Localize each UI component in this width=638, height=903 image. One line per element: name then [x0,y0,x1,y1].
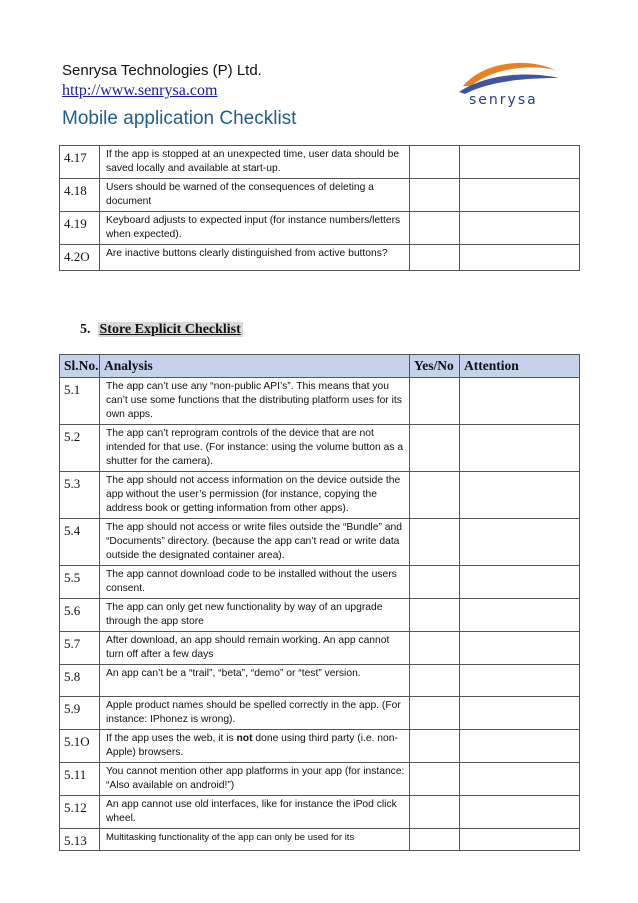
yes-no-cell[interactable] [410,697,460,730]
row-number: 5.7 [60,632,100,665]
table-row [60,599,580,632]
row-number: 5.1O [60,730,100,763]
yes-no-cell[interactable] [410,730,460,763]
row-analysis-part: If the app uses the web, it is [106,733,237,744]
table-row [60,829,580,851]
attention-cell[interactable] [460,472,580,519]
row-analysis: The app can only get new functionality by way of an upgrade through the app store [100,599,410,632]
header-analysis: Analysis [100,355,410,378]
yes-no-cell[interactable] [410,763,460,796]
section-number: 5. [80,322,91,337]
svg-text:senrysa: senrysa [469,92,538,108]
header-yes-no: Yes/No [410,355,460,378]
row-number: 5.4 [60,519,100,566]
row-number: 5.6 [60,599,100,632]
row-number: 5.5 [60,566,100,599]
section-title: Store Explicit Checklist [99,322,241,337]
attention-cell[interactable] [460,212,580,245]
attention-cell[interactable] [460,425,580,472]
company-url-link[interactable]: http://www.senrysa.com [62,82,218,99]
table-row [60,245,580,271]
row-analysis: If the app is stopped at an unexpected time, user data should be saved locally and available at start-up. [100,146,410,179]
table-row [60,632,580,665]
yes-no-cell[interactable] [410,245,460,271]
attention-cell[interactable] [460,245,580,271]
row-analysis-emphasis: not [236,733,253,744]
attention-cell[interactable] [460,632,580,665]
table-header-row [60,355,580,378]
yes-no-cell[interactable] [410,632,460,665]
row-number: 5.11 [60,763,100,796]
yes-no-cell[interactable] [410,425,460,472]
row-analysis: An app cannot use old interfaces, like for instance the iPod click wheel. [100,796,410,829]
header-slno: Sl.No. [60,355,100,378]
yes-no-cell[interactable] [410,179,460,212]
row-analysis: The app can’t reprogram controls of the device that are not intended for that use. (For instance: using the volume button as a shutter for the camera). [100,425,410,472]
attention-cell[interactable] [460,730,580,763]
table-row [60,378,580,425]
store-explicit-checklist-table [59,354,580,851]
row-analysis: The app should not access information on the device outside the app without the user’s permission (for instance, copying the address book or getting information from other apps). [100,472,410,519]
attention-cell[interactable] [460,599,580,632]
row-analysis [100,730,410,763]
yes-no-cell[interactable] [410,796,460,829]
attention-cell[interactable] [460,665,580,697]
row-analysis: An app can’t be a “trail”, “beta”, “demo” or “test” version. [100,665,410,697]
row-number: 4.2O [60,245,100,271]
attention-cell[interactable] [460,763,580,796]
row-analysis: After download, an app should remain working. An app cannot turn off after a few days [100,632,410,665]
senrysa-logo [455,56,565,108]
table-row [60,146,580,179]
yes-no-cell[interactable] [410,146,460,179]
row-number: 5.9 [60,697,100,730]
attention-cell[interactable] [460,796,580,829]
attention-cell[interactable] [460,146,580,179]
row-analysis: Users should be warned of the consequences of deleting a document [100,179,410,212]
table-row [60,566,580,599]
section-heading [80,322,243,338]
attention-cell[interactable] [460,697,580,730]
attention-cell[interactable] [460,829,580,851]
table-row [60,425,580,472]
yes-no-cell[interactable] [410,212,460,245]
row-analysis-part: done using third party (i.e. non-Apple) browsers. [106,733,398,758]
row-analysis: The app should not access or write files outside the “Bundle” and “Documents” directory. (because the app can’t read or write data outside the designated container area). [100,519,410,566]
table-row [60,796,580,829]
row-analysis: Are inactive buttons clearly distinguished from active buttons? [100,245,410,271]
row-number: 5.1 [60,378,100,425]
table-row [60,763,580,796]
yes-no-cell[interactable] [410,472,460,519]
table-row [60,212,580,245]
row-number: 4.18 [60,179,100,212]
attention-cell[interactable] [460,519,580,566]
row-analysis: You cannot mention other app platforms in your app (for instance: “Also available on android!”) [100,763,410,796]
row-number: 5.3 [60,472,100,519]
row-analysis: The app can’t use any “non-public API’s”. This means that you can’t use some functions that the distributing platform uses for its own apps. [100,378,410,425]
table-row [60,519,580,566]
row-number: 5.2 [60,425,100,472]
header-attention: Attention [460,355,580,378]
table-row [60,665,580,697]
row-number: 4.19 [60,212,100,245]
table-row [60,472,580,519]
checklist-table-continued [59,145,580,271]
attention-cell[interactable] [460,378,580,425]
row-analysis: The app cannot download code to be installed without the users consent. [100,566,410,599]
attention-cell[interactable] [460,566,580,599]
table-row [60,179,580,212]
row-analysis: Apple product names should be spelled correctly in the app. (For instance: IPhonez is wrong). [100,697,410,730]
row-number: 4.17 [60,146,100,179]
yes-no-cell[interactable] [410,566,460,599]
row-analysis: Keyboard adjusts to expected input (for instance numbers/letters when expected). [100,212,410,245]
yes-no-cell[interactable] [410,519,460,566]
yes-no-cell[interactable] [410,599,460,632]
attention-cell[interactable] [460,179,580,212]
yes-no-cell[interactable] [410,829,460,851]
row-number: 5.13 [60,829,100,851]
yes-no-cell[interactable] [410,665,460,697]
row-number: 5.12 [60,796,100,829]
row-analysis: Multitasking functionality of the app can only be used for its [100,829,410,851]
table-row [60,730,580,763]
yes-no-cell[interactable] [410,378,460,425]
document-title: Mobile application Checklist [62,108,297,129]
table-row [60,697,580,730]
row-number: 5.8 [60,665,100,697]
company-name: Senrysa Technologies (P) Ltd. [62,62,262,79]
